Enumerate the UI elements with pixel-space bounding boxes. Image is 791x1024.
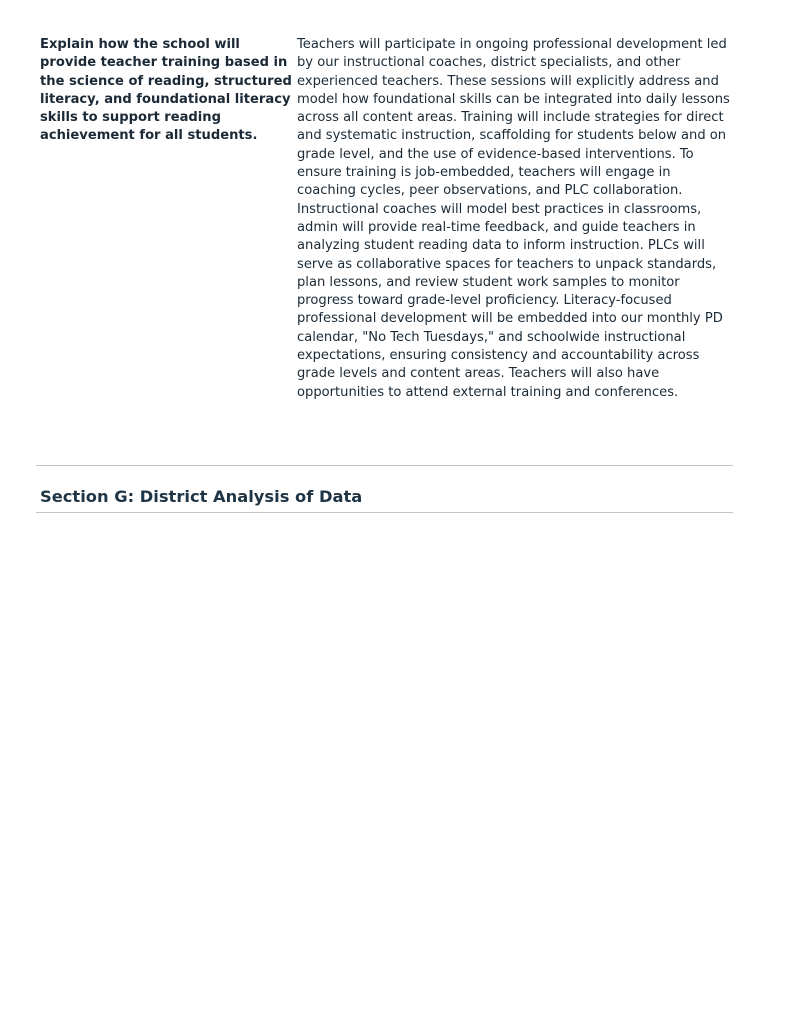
teacher-training-question: Explain how the school will provide teacher training based in the science of reading, structured literacy, and foundational literacy skills to support reading achievement for all students. <box>40 37 292 144</box>
teacher-training-row <box>40 36 733 402</box>
section-divider-bottom <box>36 512 733 513</box>
teacher-training-answer: Teachers will participate in ongoing professional development led by our instructional coaches, district specialists, and other experienced teachers. These sessions will explicitly address and model how foundational skills can be integrated into daily lessons across all content areas. Training will include strategies for direct and systematic instruction, scaffolding for students below and on grade level, and the use of evidence-based interventions. To ensure training is job-embedded, teachers will engage in coaching cycles, peer observations, and PLC collaboration. Instructional coaches will model best practices in classrooms, admin will provide real-time feedback, and guide teachers in analyzing student reading data to inform instruction. PLCs will serve as collaborative spaces for teachers to unpack standards, plan lessons, and review student work samples to monitor progress toward grade-level proficiency. Literacy-focused professional development will be embedded into our monthly PD calendar, "No Tech Tuesdays," and schoolwide instructional expectations, ensuring consistency and accountability across grade levels and content areas. Teachers will also have opportunities to attend external training and conferences. <box>297 37 730 400</box>
section-divider-top <box>36 465 733 466</box>
section-g-heading: Section G: District Analysis of Data <box>40 487 363 506</box>
